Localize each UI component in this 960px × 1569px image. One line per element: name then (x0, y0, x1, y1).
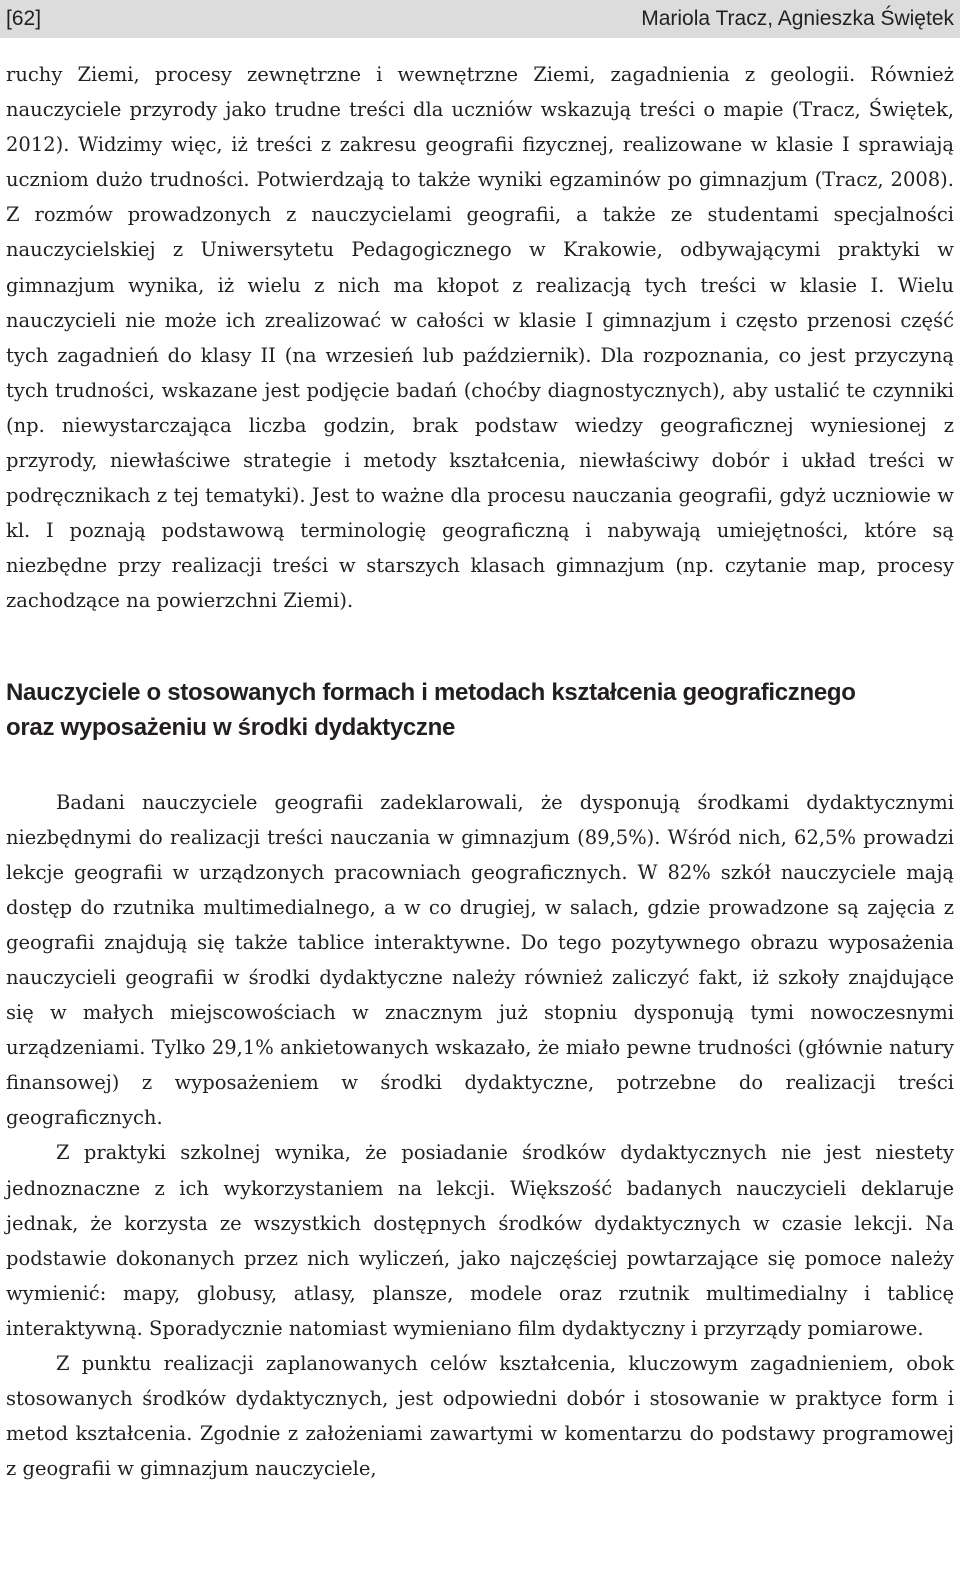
paragraph-1: Badani nauczyciele geografii zadeklarowali, że dysponują środkami dydaktycznymi niezbędnymi do realizacji treści nauczania w gimnazjum (89,5%). Wśród nich, 62,5% prowadzi lekcje geografii w urządzonych pracowniach geograficznych. W 82% szkół nauczyciele mają dostęp do rzutnika multimedialnego, a w co drugiej, w salach, gdzie prowadzone są zajęcia z geografii znajdują się także tablice interaktywne. Do tego pozytywnego obrazu wyposażenia nauczycieli geografii w środki dydaktyczne należy również zaliczyć fakt, iż szkoły znajdujące się w małych miejscowościach w znacznym już stopniu dysponują tymi nowoczesnymi urządzeniami. Tylko 29,1% ankietowanych wskazało, że miało pewne trudności (głównie natury finansowej) z wyposażeniem w środki dydaktyczne, potrzebne do realizacji treści geograficznych. (6, 790, 954, 1130)
page-header (0, 0, 960, 38)
paragraph-3: Z punktu realizacji zaplanowanych celów kształcenia, kluczowym zagadnieniem, obok stosowanych środków dydaktycznych, jest odpowiedni dobór i stosowanie w praktyce form i metod kształcenia. Zgodnie z założeniami zawartymi w komentarzu do podstawy programowej z geografii w gimnazjum nauczyciele, (6, 1352, 954, 1481)
page-body (6, 57, 954, 1486)
running-head-authors: Mariola Tracz, Agnieszka Świętek (641, 7, 954, 30)
section-heading (6, 675, 954, 745)
paragraph-continued: ruchy Ziemi, procesy zewnętrzne i wewnętrzne Ziemi, zagadnienia z geologii. Również nauczyciele przyrody jako trudne treści dla uczniów wskazują treści o mapie (Tracz, Świętek, 2012). Widzimy więc, iż treści z zakresu geografii fizycznej, realizowane w klasie I sprawiają uczniom dużo trudności. Potwierdzają to także wyniki egzaminów po gimnazjum (Tracz, 2008). Z rozmów prowadzonych z nauczycielami geografii, a także ze studentami specjalności nauczycielskiej z Uniwersytetu Pedagogicznego w Krakowie, odbywającymi praktyki w gimnazjum wynika, iż wielu z nich ma kłopot z realizacją tych treści w klasie I. Wielu nauczycieli nie może ich zrealizować w całości w klasie I gimnazjum i często przenosi część tych zagadnień do klasy II (na wrzesień lub październik). Dla rozpoznania, co jest przyczyną tych trudności, wskazane jest podjęcie badań (choćby diagnostycznych), aby ustalić te czynniki (np. niewystarczająca liczba godzin, brak podstaw wiedzy geograficznej wyniesionej z przyrody, niewłaściwe strategie i metody kształcenia, niewłaściwy dobór i układ treści w podręcznikach z tej tematyki). Jest to ważne dla procesu nauczania geografii, gdyż uczniowie w kl. I poznają podstawową terminologię geograficzną i nabywają umiejętności, które są niezbędne przy realizacji treści w starszych klasach gimnazjum (np. czytanie map, procesy zachodzące na powierzchni Ziemi). (6, 63, 954, 613)
section-heading-line-1: Nauczyciele o stosowanych formach i metodach kształcenia geograficznego (6, 678, 856, 706)
page-number: [62] (6, 7, 42, 30)
paragraph-2: Z praktyki szkolnej wynika, że posiadanie środków dydaktycznych nie jest niestety jednoznaczne z ich wykorzystaniem na lekcji. Większość badanych nauczycieli deklaruje jednak, że korzysta ze wszystkich dostępnych środków dydaktycznych w czasie lekcji. Na podstawie dokonanych przez nich wyliczeń, jako najczęściej powtarzające się pomoce należy wymienić: mapy, globusy, atlasy, plansze, modele oraz rzutnik multimedialny i tablicę interaktywną. Sporadycznie natomiast wymieniano film dydaktyczny i przyrządy pomiarowe. (6, 1141, 954, 1340)
section-heading-line-2: oraz wyposażeniu w środki dydaktyczne (6, 713, 456, 741)
